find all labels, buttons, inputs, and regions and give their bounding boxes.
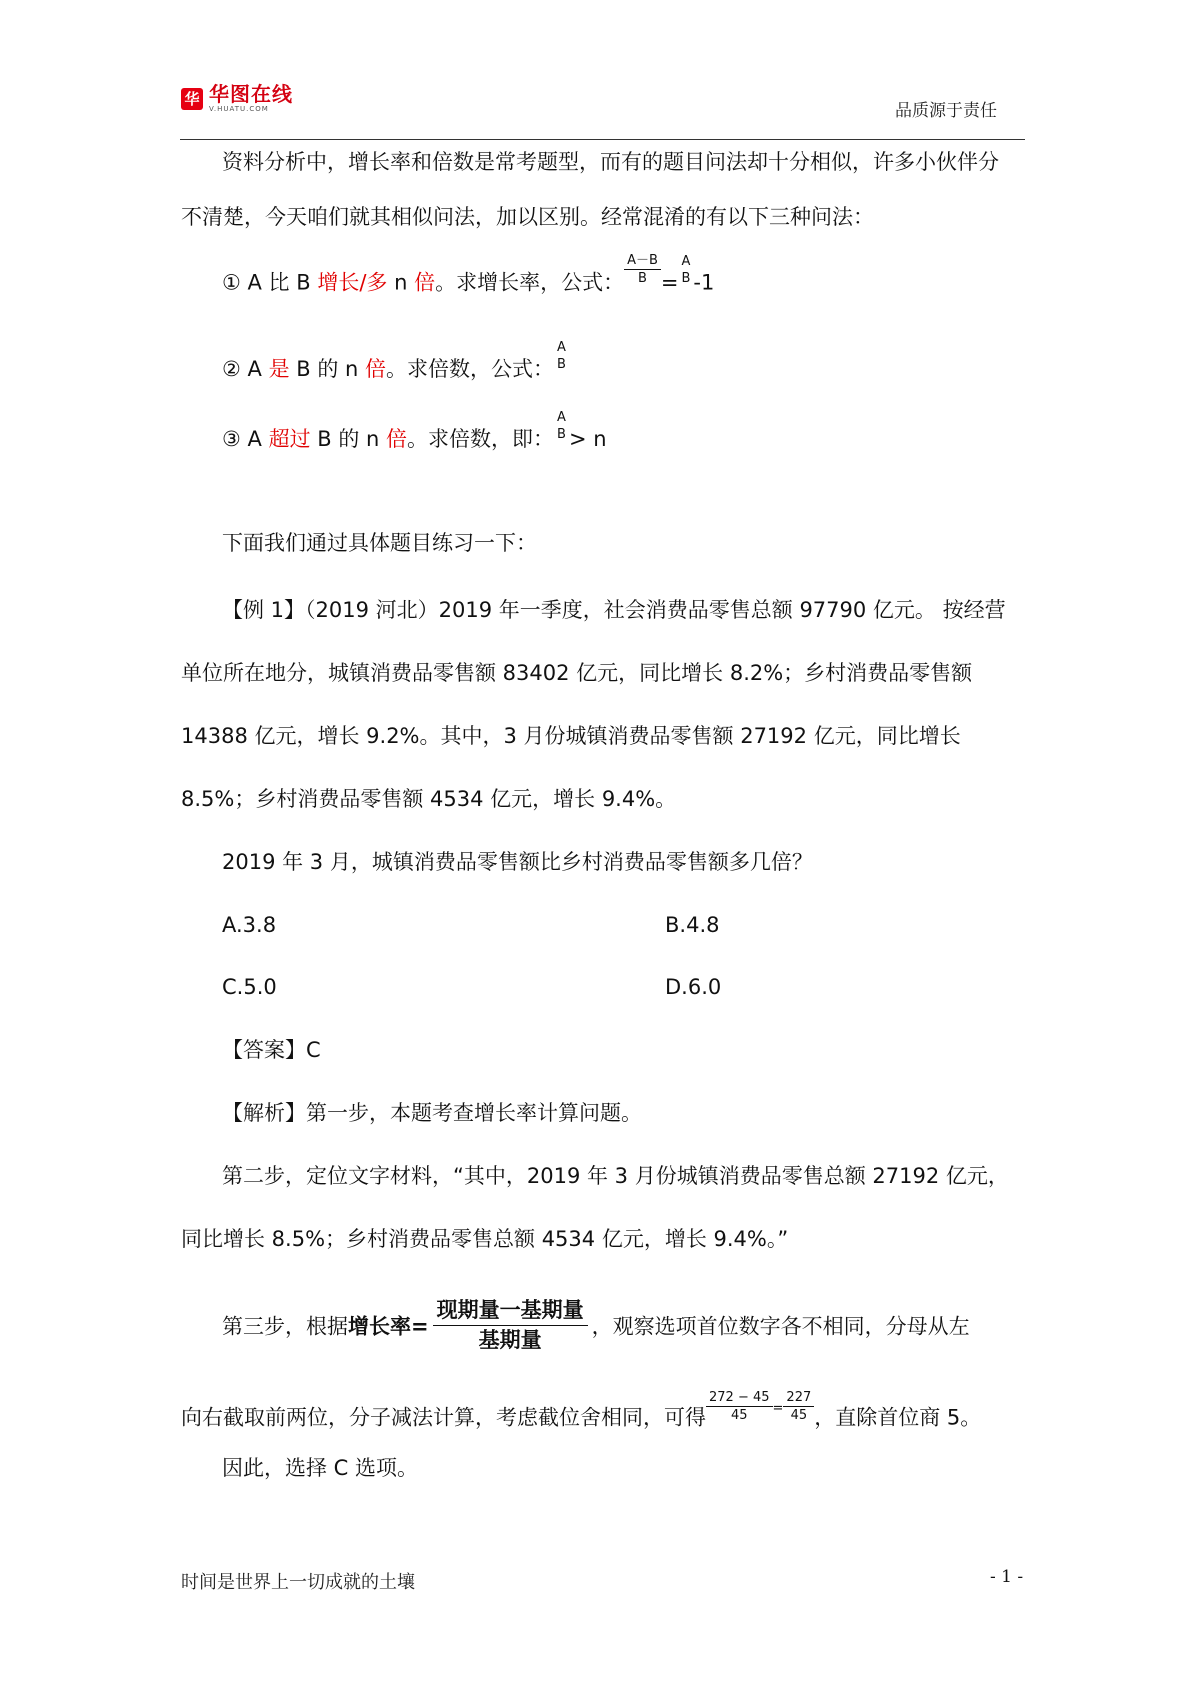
formula-fraction-2: A B [681,253,691,286]
item-rest: 。求增长率，公式： [435,270,625,295]
calc-fraction-1: $\frac{272 - 45}{45}$ [706,1391,773,1422]
example-line-2: 单位所在地分，城镇消费品零售额 83402 亿元，同比增长 8.2%；乡村消费品零售额 [181,661,973,685]
question-type-3 [222,410,607,455]
footer-motto: 时间是世界上一切成就的土壤 [181,1572,415,1593]
step3-line2-prefix: 向右截取前两位，分子减法计算，考虑截位舍相同，可得 [181,1405,706,1430]
step3-prefix: 第三步，根据 [222,1314,348,1339]
step3-suffix: ，观察选项首位数字各不相同，分母从左 [591,1314,970,1339]
item-middle: B 的 n [317,427,380,451]
formula-fraction: $\frac{A-B}{B}$ [624,254,661,285]
item-keyword-2: 倍 [365,357,387,381]
formula-equals: = [660,270,679,295]
formula-tail: -1 [693,270,715,295]
item-number: ② [222,357,241,381]
practice-intro: 下面我们通过具体题目练习一下： [222,531,537,555]
intro-line-1: 资料分析中，增长率和倍数是常考题型，而有的题目问法却十分相似，许多小伙伴分 [222,150,999,174]
intro-line-2: 不清楚，今天咱们就其相似问法，加以区别。经常混淆的有以下三种问法： [181,205,874,229]
item-rest: 。求倍数，即： [407,427,555,451]
item-number: ③ [222,427,241,451]
analysis-step-1: 【解析】第一步，本题考查增长率计算问题。 [222,1101,642,1125]
growth-rate-label: 增长率= [348,1314,429,1339]
growth-rate-formula: $\frac{\text{现期量一基期量}}{\text{基期量}}$ [433,1300,588,1351]
question-type-1 [222,253,715,299]
option-d: D.6.0 [665,975,722,999]
formula-tail: > n [568,427,607,451]
analysis-step-3-line-1 [222,1298,970,1353]
analysis-step-3-line-2 [181,1390,982,1434]
conclusion: 因此，选择 C 选项。 [222,1456,419,1480]
item-keyword: 超过 [268,427,311,451]
logo-text: 华图在线 [209,82,293,106]
logo-mark-icon: 华 [181,88,203,110]
item-subject: A 比 B [247,270,311,295]
calc-fraction-2: $\frac{227}{45}$ [783,1391,814,1422]
option-b: B.4.8 [665,913,720,937]
example-line-4: 8.5%；乡村消费品零售额 4534 亿元，增长 9.4%。 [181,787,677,811]
item-subject: A [247,427,262,451]
item-keyword: 是 [268,357,290,381]
formula-fraction: A B [557,410,566,442]
answer: 【答案】C [222,1038,321,1062]
item-middle: B 的 n [296,357,359,381]
item-rest: 。求倍数，公式： [386,357,555,381]
logo-url: V.HUATU.COM [209,105,269,113]
analysis-step-2-line-1: 第二步，定位文字材料，“其中，2019 年 3 月份城镇消费品零售总额 27192 亿元， [222,1164,1009,1188]
question-type-2 [222,340,569,385]
item-number: ① [222,270,241,295]
item-keyword-2: 倍 [414,270,436,295]
example-line-1: 【例 1】（2019 河北）2019 年一季度，社会消费品零售总额 97790 亿元。 按经营 [222,598,1006,622]
example-line-3: 14388 亿元，增长 9.2%。其中，3 月份城镇消费品零售额 27192 亿元，同比增长 [181,724,961,748]
step3-line2-suffix: ，直除首位商 5。 [814,1405,982,1430]
analysis-step-2-line-2: 同比增长 8.5%；乡村消费品零售总额 4534 亿元，增长 9.4%。” [181,1227,789,1251]
formula-fraction: A B [557,340,566,372]
item-keyword-2: 倍 [386,427,408,451]
calc-equals: = [772,1401,784,1416]
option-c: C.5.0 [222,975,277,999]
page-number: - 1 - [990,1567,1024,1587]
item-keyword: 增长/多 [317,270,388,295]
huatu-logo [181,84,293,113]
item-middle: n [394,270,408,295]
header-divider [180,139,1025,140]
option-a: A.3.8 [222,913,277,937]
item-subject: A [247,357,262,381]
example-question: 2019 年 3 月，城镇消费品零售额比乡村消费品零售额多几倍？ [222,850,813,874]
header-slogan: 品质源于责任 [895,101,997,121]
